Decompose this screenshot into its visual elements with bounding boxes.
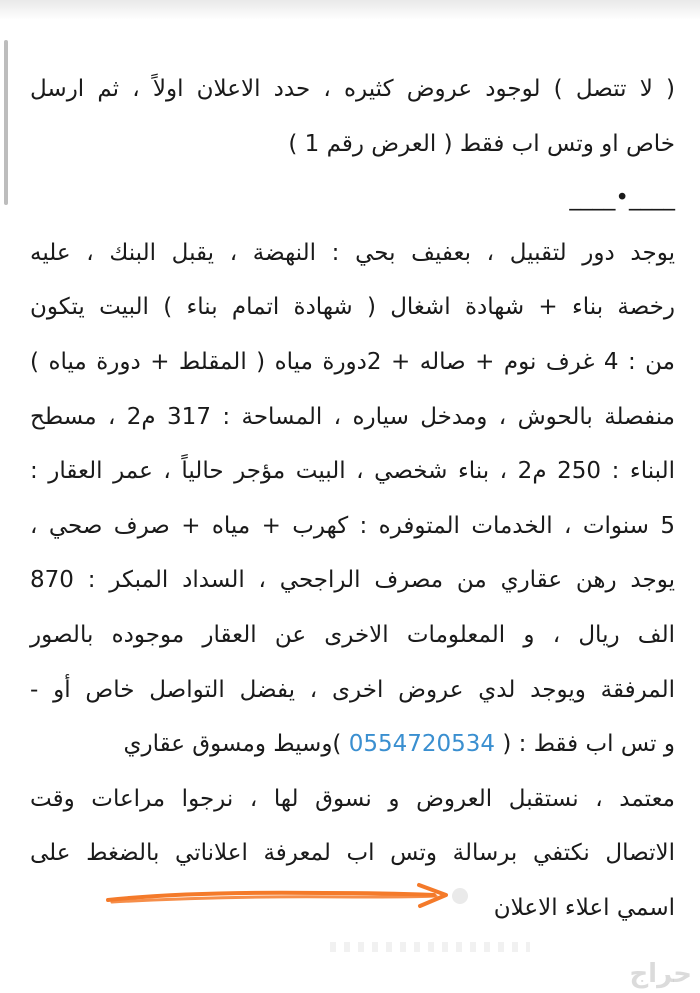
text-line: يوجد دور لتقبيل ، بعفيف بحي : النهضة ، يقبل البنك ، عليه bbox=[30, 239, 675, 266]
ad-text-body bbox=[30, 62, 675, 936]
scrollbar[interactable] bbox=[4, 40, 8, 205]
faint-text-row bbox=[330, 942, 530, 952]
text-line: الف ريال ، و المعلومات الاخرى عن العقار موجوده بالصور bbox=[30, 621, 675, 648]
text-line: ( لا تتصل ) لوجود عروض كثيره ، حدد الاعلان اولاً ، ثم ارسل bbox=[30, 76, 675, 102]
phone-number-link[interactable]: 0554720534 bbox=[348, 731, 496, 758]
text-line: من : 4 غرف نوم + صاله + 2دورة مياه ( المقلط + دورة مياه ) bbox=[30, 348, 675, 375]
text-line: المرفقة ويوجد لدي عروض اخرى ، يفضل التواصل خاص أو - bbox=[30, 676, 675, 703]
text-line: منفصلة بالحوش ، ومدخل سياره ، المساحة : 317 م2 ، مسطح bbox=[30, 403, 675, 430]
divider-line: ____•____ bbox=[569, 185, 675, 212]
text-line: يوجد رهن عقاري من مصرف الراجحي ، السداد المبكر : 870 bbox=[30, 567, 675, 594]
text-line: البناء : 250 م2 ، بناء شخصي ، البيت مؤجر حالياً ، عمر العقار : bbox=[30, 458, 675, 485]
text-line: رخصة بناء + شهادة اشغال ( شهادة اتمام بناء ) البيت يتكون bbox=[30, 294, 675, 321]
blur-smudge bbox=[452, 888, 468, 904]
final-line: اسمي اعلاء الاعلان bbox=[493, 894, 675, 921]
top-shade bbox=[0, 0, 700, 20]
text-line: معتمد ، نستقبل العروض و نسوق لها ، نرجوا مراعات وقت bbox=[30, 785, 675, 812]
text-line: 5 سنوات ، الخدمات المتوفره : كهرب + مياه + صرف صحي ، bbox=[30, 512, 675, 539]
text-line: خاص او وتس اب فقط ( العرض رقم 1 ) bbox=[288, 130, 675, 157]
arrow-icon bbox=[104, 880, 454, 910]
watermark-logo: حراج bbox=[629, 959, 692, 989]
contact-prefix: و تس اب فقط : ( bbox=[502, 731, 675, 758]
text-line: الاتصال نكتفي برسالة وتس اب لمعرفة اعلاناتي بالضغط على bbox=[30, 840, 675, 867]
contact-suffix: )وسيط ومسوق عقاري bbox=[123, 731, 342, 758]
contact-line bbox=[30, 717, 675, 772]
